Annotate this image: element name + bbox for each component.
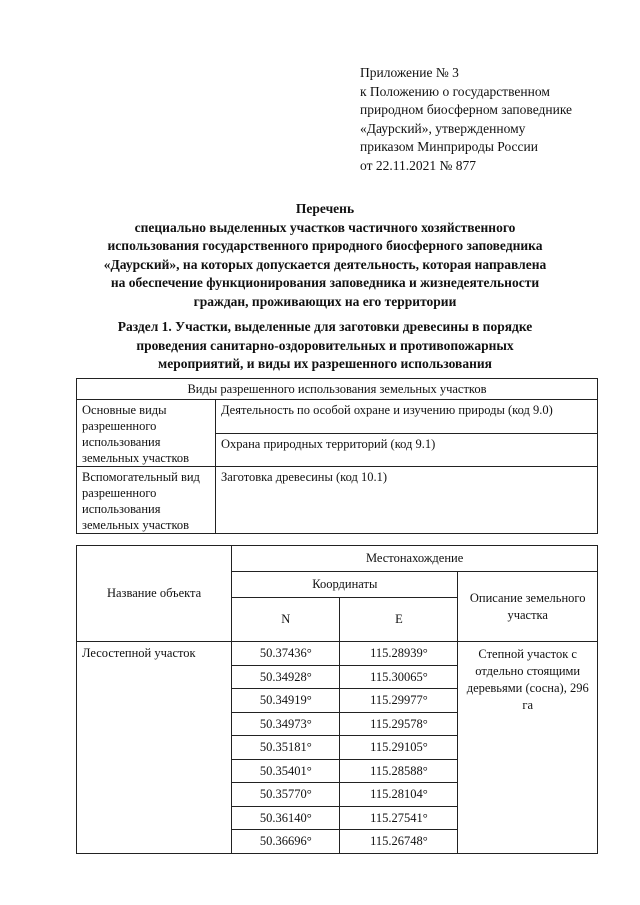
- coord-e: 115.29105°: [340, 736, 458, 760]
- coord-e: 115.28104°: [340, 783, 458, 807]
- coord-n: 50.36696°: [232, 830, 340, 854]
- appendix-note: [360, 64, 620, 175]
- coord-n: 50.34928°: [232, 665, 340, 689]
- col-location-header: Местонахождение: [232, 546, 598, 572]
- aux-use-value: Заготовка древесины (код 10.1): [216, 467, 598, 534]
- coord-e: 115.28939°: [340, 642, 458, 666]
- coord-e: 115.30065°: [340, 665, 458, 689]
- document-heading: [60, 200, 590, 311]
- heading-line: использования государственного природного биосферного заповедника: [107, 238, 543, 253]
- location-table: [76, 545, 598, 854]
- heading-line: граждан, проживающих на его территории: [193, 293, 457, 309]
- main-use-value: Деятельность по особой охране и изучению природы (код 9.0): [216, 400, 598, 434]
- permitted-uses-table: [76, 378, 598, 534]
- coord-e: 115.29977°: [340, 689, 458, 713]
- coord-e: 115.27541°: [340, 806, 458, 830]
- coord-e: 115.28588°: [340, 759, 458, 783]
- coord-n: 50.34973°: [232, 712, 340, 736]
- coord-n: 50.35770°: [232, 783, 340, 807]
- appendix-line: природном биосферном заповеднике: [360, 102, 573, 117]
- coord-e: 115.26748°: [340, 830, 458, 854]
- object-name: Лесостепной участок: [77, 642, 232, 854]
- col-n-header: N: [232, 598, 340, 642]
- col-e-header: E: [340, 598, 458, 642]
- aux-use-label: Вспомогательный вид разрешенного использования земельных участков: [77, 467, 216, 534]
- heading-line: «Даурский», на которых допускается деятельность, которая направлена: [103, 256, 547, 272]
- coord-n: 50.37436°: [232, 642, 340, 666]
- coord-n: 50.36140°: [232, 806, 340, 830]
- appendix-line: к Положению о государственном: [360, 83, 550, 99]
- appendix-line: Приложение № 3: [360, 65, 459, 80]
- coord-n: 50.34919°: [232, 689, 340, 713]
- section-line: Раздел 1. Участки, выделенные для заготовки древесины в порядке: [117, 319, 533, 334]
- coord-n: 50.35401°: [232, 759, 340, 783]
- plot-description: Степной участок с отдельно стоящими деревьями (сосна), 296 га: [458, 642, 598, 854]
- heading-line: на обеспечение функционирования заповедника и жизнедеятельности: [110, 275, 540, 290]
- section-line: проведения санитарно-оздоровительных и противопожарных: [136, 337, 514, 353]
- section-line: мероприятий, и виды их разрешенного использования: [158, 356, 492, 371]
- appendix-line: от 22.11.2021 № 877: [360, 157, 476, 173]
- main-use-value: Охрана природных территорий (код 9.1): [216, 433, 598, 467]
- col-object-header: Название объекта: [77, 546, 232, 642]
- document-title: Перечень: [295, 201, 355, 216]
- appendix-line: «Даурский», утвержденному: [360, 120, 526, 136]
- col-coords-header: Координаты: [232, 572, 458, 598]
- coord-n: 50.35181°: [232, 736, 340, 760]
- main-uses-label: Основные виды разрешенного использования земельных участков: [77, 400, 216, 467]
- coord-e: 115.29578°: [340, 712, 458, 736]
- heading-line: специально выделенных участков частичного хозяйственного: [134, 219, 516, 235]
- section-title: [60, 318, 590, 374]
- appendix-line: приказом Минприроды России: [360, 139, 538, 154]
- col-desc-header: Описание земельного участка: [458, 572, 598, 642]
- uses-table-header: Виды разрешенного использования земельных участков: [77, 379, 598, 400]
